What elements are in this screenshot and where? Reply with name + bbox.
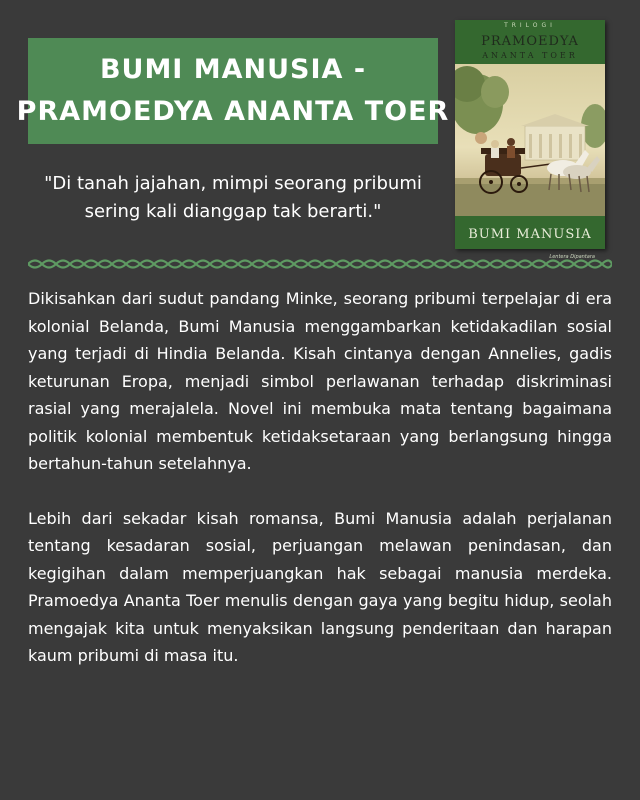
paragraph-2: Lebih dari sekadar kisah romansa, Bumi Manusia adalah perjalanan tentang kesadaran sosial, perjuangan melawan penindasan, dan kegigihan dalam memperjuangkan hak sebagai manusia merdeka. Pramoedya Ananta Toer menulis dengan gaya yang begitu hidup, seolah mengajak kita untuk menyaksikan langsung penderitaan dan harapan kaum pribumi di masa itu. <box>28 508 612 665</box>
book-cover-image <box>455 20 605 260</box>
carriage-illustration <box>455 64 605 216</box>
paragraph-1: Dikisahkan dari sudut pandang Minke, seorang pribumi terpelajar di era kolonial Belanda, Bumi Manusia menggambarkan ketidakadilan sosial yang terjadi di Hindia Belanda. Kisah cintanya dengan Annelies, gadis keturunan Eropa, menjadi simbol perlawanan terhadap diskriminasi rasial yang merajalela. Novel ini membuka mata tentang bagaimana politik kolonial membentuk ketidaksetaraan yang berlangsung hingga bertahun-tahun setelahnya. <box>28 289 612 473</box>
decorative-divider <box>28 257 612 271</box>
book-publisher: Lentera Dipantara <box>549 254 595 260</box>
title-line-2: PRAMOEDYA ANANTA TOER <box>16 96 450 127</box>
book-author-line-2: ANANTA TOER <box>482 51 578 60</box>
title-line-1: BUMI MANUSIA - <box>99 54 367 85</box>
quote <box>28 170 438 226</box>
title-banner <box>16 38 450 144</box>
quote-line-2: sering kali dianggap tak berarti." <box>84 201 382 222</box>
book-author-line-1: PRAMOEDYA <box>481 34 579 49</box>
quote-line-1: "Di tanah jajahan, mimpi seorang pribumi <box>44 173 422 194</box>
body-text <box>28 285 612 697</box>
book-title: BUMI MANUSIA <box>468 227 592 242</box>
book-series-label: TRILOGI <box>504 22 556 29</box>
